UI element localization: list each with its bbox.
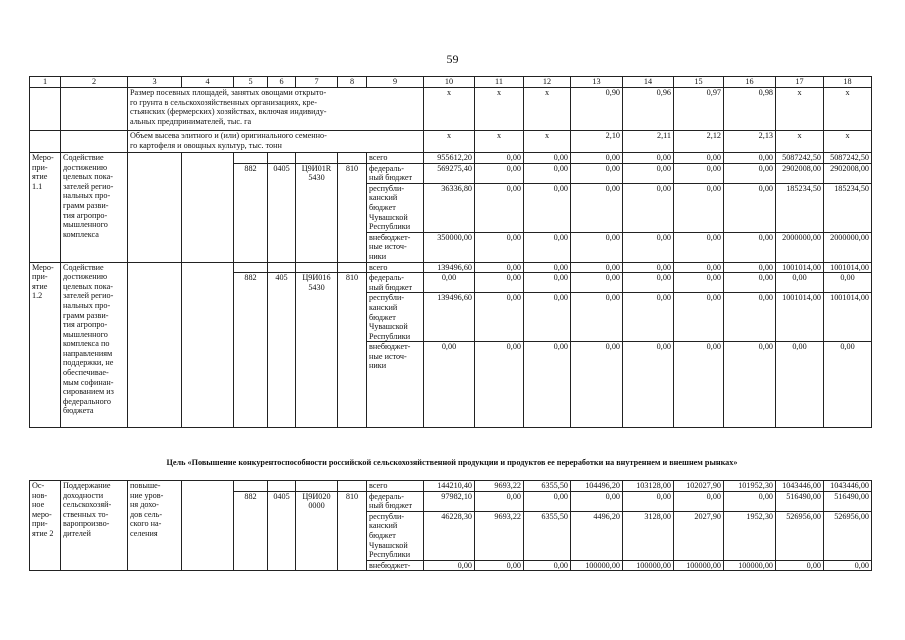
table-cell: 0,00 [623,262,674,273]
table-cell: 0,00 [424,273,475,293]
table-cell: 0,00 [571,262,623,273]
table-cell: 0,00 [571,342,623,428]
col-number: 13 [571,77,623,88]
vr-code: 810 [338,491,367,571]
vr-code: 810 [338,273,367,428]
table-cell: 0,97 [674,88,724,131]
funding-source: республи- канский бюджет Чувашской Республики [367,511,424,560]
table-cell: 0,00 [571,232,623,262]
funding-source: республи- канский бюджет Чувашской Республики [367,293,424,342]
table-cell: 0,00 [724,232,776,262]
measure-label: Меро- при- ятие 1.2 [30,262,61,428]
table-cell: 0,00 [674,293,724,342]
table-cell: 100000,00 [571,560,623,571]
table-cell: 36336,80 [424,183,475,232]
funding-source: всего [367,153,424,164]
table-cell: 1001014,00 [824,293,872,342]
table-cell: 0,96 [623,88,674,131]
table-cell: 1001014,00 [824,262,872,273]
table-cell: 0,00 [524,232,571,262]
table-cell: 0,00 [724,342,776,428]
csr-code: Ц9И01R 5430 [296,163,338,262]
goal-title: Цель «Повышение конкурентоспособности российской сельскохозяйственной продукции и продуктов ее переработки на внутреннем и внешнем рынках» [166,458,738,467]
funding-source: федераль- ный бюджет [367,163,424,183]
col-number: 3 [128,77,182,88]
table-cell: 0,00 [475,183,524,232]
table-cell: 2,13 [724,131,776,153]
table-cell: 0,00 [674,262,724,273]
measure-label: Ос- нов- ное меро- при- ятие 2 [30,481,61,571]
table-cell: 0,00 [674,491,724,511]
col-number: 2 [61,77,128,88]
table-cell: 0,00 [424,342,475,428]
table-cell: 2,11 [623,131,674,153]
col-number: 12 [524,77,571,88]
table-cell: 2902008,00 [776,163,824,183]
table-cell: 0,00 [674,153,724,164]
measure-name: Содействие достижению целевых пока- зателей регио- нальных про- грамм разви- тия агропро- мышленного комплекса по направлениям поддержки, не обеспечивае- мым софинан- сированием из федерального бюджета [61,262,128,428]
table-cell: 0,00 [724,491,776,511]
table-cell: 1952,30 [724,511,776,560]
table-cell: 0,00 [724,293,776,342]
grbs-code: 882 [234,273,268,428]
table-cell: 0,00 [674,163,724,183]
table-cell: 3128,00 [623,511,674,560]
funding-source: всего [367,262,424,273]
table-cell: 0,00 [674,232,724,262]
funding-source: внебюджет- [367,560,424,571]
table-cell: 0,00 [524,491,571,511]
col-number: 11 [475,77,524,88]
table-cell: 103128,00 [623,481,674,492]
table-cell: 0,00 [571,163,623,183]
table-cell: 1001014,00 [776,293,824,342]
funding-source: внебюджет- ные источ- ники [367,232,424,262]
col-number: 18 [824,77,872,88]
table-cell: 0,00 [776,342,824,428]
table-row [30,481,872,492]
csr-code: Ц9И016 5430 [296,273,338,428]
table-cell: x [824,131,872,153]
table-cell: x [824,88,872,131]
rzpr-code: 0405 [268,491,296,571]
table-cell: 0,00 [776,273,824,293]
table-cell: 0,00 [674,273,724,293]
table-cell: 0,00 [571,183,623,232]
table-cell: 2000000,00 [824,232,872,262]
table-cell: 102027,90 [674,481,724,492]
column-number-row [30,77,872,88]
table-cell: 955612,20 [424,153,475,164]
table-cell: 516490,00 [824,491,872,511]
table-cell: 0,00 [475,232,524,262]
col-number: 14 [623,77,674,88]
funding-source: республи- канский бюджет Чувашской Республики [367,183,424,232]
table-cell: 104496,20 [571,481,623,492]
table-cell: x [424,131,475,153]
indicator-text: Размер посевных площадей, занятых овощами открыто- го грунта в сельскохозяйственных организациях, кре- стьянских (фермерских) хозяйствах, включая индивиду- альных предпринимателей, тыс. га [128,88,424,131]
table-cell: 4496,20 [571,511,623,560]
col-number: 6 [268,77,296,88]
funding-source: всего [367,481,424,492]
table-cell: x [776,88,824,131]
table-cell: 526956,00 [824,511,872,560]
table-cell: 516490,00 [776,491,824,511]
table-cell: 9693,22 [475,481,524,492]
table-cell: 0,00 [623,273,674,293]
measure-label: Меро- при- ятие 1.1 [30,153,61,263]
table-cell: 185234,50 [824,183,872,232]
table-cell: 0,00 [724,262,776,273]
table-cell: 1043446,00 [824,481,872,492]
table-cell: 139496,60 [424,293,475,342]
grbs-code: 882 [234,163,268,262]
table-row [30,153,872,164]
col-number: 4 [182,77,234,88]
table-cell: 2,12 [674,131,724,153]
table-cell: 2000000,00 [776,232,824,262]
table-cell: x [776,131,824,153]
table-cell: 0,00 [475,491,524,511]
col-number: 8 [338,77,367,88]
table-cell: 0,00 [824,342,872,428]
table-cell: 185234,50 [776,183,824,232]
funding-source: внебюджет- ные источ- ники [367,342,424,428]
table-cell: 0,00 [524,560,571,571]
table-cell: 0,00 [724,163,776,183]
table-cell: 0,00 [475,560,524,571]
table-cell: 0,00 [571,153,623,164]
table-cell: 0,00 [623,183,674,232]
col-number: 5 [234,77,268,88]
table-cell: 0,00 [475,293,524,342]
table-cell: 0,00 [475,163,524,183]
program-table [29,76,872,428]
rzpr-code: 0405 [268,163,296,262]
col-number: 7 [296,77,338,88]
table-cell: 0,00 [524,293,571,342]
table-cell: 0,00 [674,183,724,232]
table-cell: 0,00 [776,560,824,571]
table-cell: 6355,50 [524,481,571,492]
table-cell: 46228,30 [424,511,475,560]
table-cell: 0,00 [524,273,571,293]
funding-source: федераль- ный бюджет [367,491,424,511]
table-cell: 0,00 [623,293,674,342]
table-cell: 0,00 [674,342,724,428]
vr-code: 810 [338,163,367,262]
table-cell: 2902008,00 [824,163,872,183]
page-number: 59 [446,52,459,66]
table-cell: 0,00 [623,491,674,511]
table-cell: 97982,10 [424,491,475,511]
table-cell: 101952,30 [724,481,776,492]
table-cell: 0,00 [824,560,872,571]
table-cell: 5087242,50 [824,153,872,164]
col-number: 1 [30,77,61,88]
table-cell: 0,00 [571,293,623,342]
csr-code: Ц9И020 0000 [296,491,338,571]
table-cell: 0,00 [623,342,674,428]
table-cell: 0,00 [571,491,623,511]
table-cell: 5087242,50 [776,153,824,164]
table-cell: 0,00 [571,273,623,293]
table-cell: 526956,00 [776,511,824,560]
table-row [30,262,872,273]
table-cell: 0,00 [475,153,524,164]
table-cell: 0,00 [824,273,872,293]
table-cell: x [524,88,571,131]
funding-source: федераль- ный бюджет [367,273,424,293]
table-cell: 1043446,00 [776,481,824,492]
table-cell: 0,00 [424,560,475,571]
table-cell: 2027,90 [674,511,724,560]
program-table-goal [29,480,872,571]
indicator-row [30,131,872,153]
table-cell: 0,98 [724,88,776,131]
table-cell: 569275,40 [424,163,475,183]
table-cell: 0,00 [524,342,571,428]
col-number: 9 [367,77,424,88]
table-cell: 0,00 [475,273,524,293]
table-cell: 100000,00 [623,560,674,571]
rzpr-code: 405 [268,273,296,428]
table-cell: 0,00 [475,262,524,273]
measure-name: Поддержание доходности сельскохозяй- ственных то- варопроизво- дителей [61,481,128,571]
table-cell: 139496,60 [424,262,475,273]
col-number: 15 [674,77,724,88]
grbs-code: 882 [234,491,268,571]
table-cell: 100000,00 [724,560,776,571]
indicator-row [30,88,872,131]
table-cell: 0,90 [571,88,623,131]
table-cell: 0,00 [623,232,674,262]
table-cell: 100000,00 [674,560,724,571]
table-cell: 0,00 [475,342,524,428]
table-cell: 2,10 [571,131,623,153]
table-cell: x [524,131,571,153]
col-number: 17 [776,77,824,88]
table-cell: 144210,40 [424,481,475,492]
table-cell: 0,00 [524,153,571,164]
col-number: 10 [424,77,475,88]
table-cell: 0,00 [524,163,571,183]
table-cell: 0,00 [524,262,571,273]
table-cell: x [475,131,524,153]
table-cell: 0,00 [623,163,674,183]
indicator-text: Объем высева элитного и (или) оригинального семенно- го картофеля и овощных культур, тыс. тонн [128,131,424,153]
table-cell: 0,00 [724,183,776,232]
table-cell: 0,00 [724,273,776,293]
table-cell: 1001014,00 [776,262,824,273]
table-cell: 0,00 [724,153,776,164]
table-cell: 6355,50 [524,511,571,560]
table-cell: x [424,88,475,131]
col-number: 16 [724,77,776,88]
table-cell: 350000,00 [424,232,475,262]
measure-name: Содействие достижению целевых пока- зателей регио- нальных про- грамм разви- тия агропро- мышленного комплекса [61,153,128,263]
table-cell: x [475,88,524,131]
table-cell: 0,00 [524,183,571,232]
table-cell: 9693,22 [475,511,524,560]
table-cell: 0,00 [623,153,674,164]
goal-link: повыше- ние уров- ня дохо- дов сель- ского на- селения [128,481,182,571]
